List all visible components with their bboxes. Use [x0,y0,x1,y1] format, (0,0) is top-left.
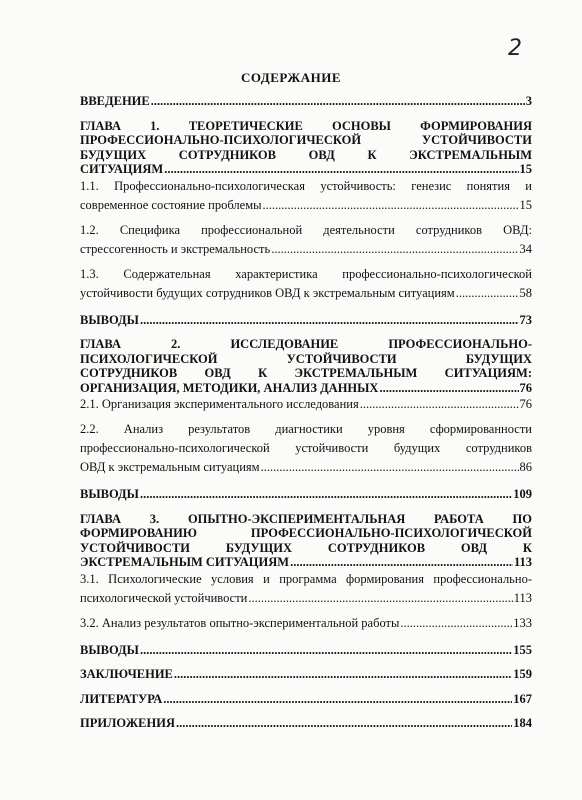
section-title-line: современное состояние проблемы [80,197,262,212]
section-title-line: 3.1. Психологические условия и программа формирования профессионально- [80,571,532,586]
toc-page-number: 76 [519,397,532,411]
toc-page-number: 159 [513,667,532,681]
section-title-line: стрессогенность и экстремальность [80,241,271,256]
toc-entry-label: ВЫВОДЫ [80,642,139,657]
dot-leader [400,614,512,633]
section-title-line: 1.3. Содержательная характеристика профессионально-психологической [80,266,532,281]
chapter-title-line: ПРОФЕССИОНАЛЬНО-ПСИХОЛОГИЧЕСКОЙ УСТОЙЧИВОСТИ [80,133,532,147]
toc-page-number: 113 [513,590,532,605]
toc-page-number: 73 [519,312,532,327]
dot-leader [248,589,512,608]
toc-page-number: 86 [519,460,532,474]
chapter-title-line: СОТРУДНИКОВ ОВД К ЭКСТРЕМАЛЬНЫМ СИТУАЦИЯМ: [80,366,532,380]
table-of-contents [80,94,532,731]
dot-leader [151,94,525,109]
section-title-line: ОВД к экстремальным ситуациям [80,460,260,474]
toc-entry-label: ВВЕДЕНИЕ [80,94,150,108]
dot-leader [360,395,519,414]
section-title-line: 2.1. Организация экспериментального исследования [80,397,359,411]
chapter-title-line: ГЛАВА 3. ОПЫТНО-ЭКСПЕРИМЕНТАЛЬНАЯ РАБОТА ПО [80,511,532,526]
toc-entry-label: ЛИТЕРАТУРА [80,691,163,706]
dot-leader [140,313,519,328]
chapter-title-line: СИТУАЦИЯМ [80,162,164,176]
section-title-line: психологической устойчивости [80,590,248,605]
chapter-title-line: БУДУЩИХ СОТРУДНИКОВ ОВД К ЭКСТРЕМАЛЬНЫМ [80,147,532,162]
dot-leader [140,643,512,658]
chapter-title-line: ГЛАВА 1. ТЕОРЕТИЧЕСКИЕ ОСНОВЫ ФОРМИРОВАНИЯ [80,118,532,133]
toc-page-number: 3 [525,94,532,108]
toc-entry-section-2-1 [80,395,532,414]
toc-page-number: 184 [513,716,532,730]
section-title-line: устойчивости будущих сотрудников ОВД к экстремальным ситуациям [80,285,455,300]
chapter-title-line: ОРГАНИЗАЦИЯ, МЕТОДИКИ, АНАЛИЗ ДАННЫХ [80,380,379,395]
toc-entry-chapter-1 [80,119,532,177]
dot-leader [261,458,519,477]
dot-leader [176,716,512,731]
dot-leader [263,196,519,215]
dot-leader [290,555,513,570]
toc-entry-label: ПРИЛОЖЕНИЯ [80,716,175,730]
toc-entry-label: ВЫВОДЫ [80,312,139,327]
page-number: 2 [508,36,522,61]
toc-entry-conclusion [80,667,532,682]
dot-leader [456,284,519,303]
toc-page-number: 15 [519,162,532,176]
chapter-title-line: ЭКСТРЕМАЛЬНЫМ СИТУАЦИЯМ [80,555,290,569]
toc-entry-chapter-3 [80,512,532,570]
toc-entry-section-1-2 [80,221,532,259]
dot-leader [163,692,512,707]
toc-page-number: 167 [513,691,532,706]
dot-leader [164,162,518,177]
toc-page-number: 109 [513,487,532,501]
toc-entry-appendices [80,716,532,731]
toc-entry-section-1-1 [80,177,532,215]
dot-leader [140,487,512,502]
toc-page-number: 113 [513,555,532,569]
toc-entry-conclusions-2 [80,487,532,502]
toc-title: СОДЕРЖАНИЕ [240,70,342,85]
toc-page-number: 58 [519,285,532,300]
toc-entry-literature [80,692,532,707]
section-title-line: 1.2. Специфика профессиональной деятельности сотрудников ОВД: [80,222,532,237]
section-title-line: профессионально-психологической устойчивости будущих сотрудников [80,441,532,455]
chapter-title-line: ФОРМИРОВАНИЮ ПРОФЕССИОНАЛЬНО-ПСИХОЛОГИЧЕСКОЙ [80,526,532,540]
toc-entry-section-3-1 [80,570,532,608]
toc-page-number: 76 [519,380,532,395]
toc-entry-label: ЗАКЛЮЧЕНИЕ [80,667,173,681]
toc-entry-section-2-2 [80,420,532,477]
toc-entry-chapter-2 [80,337,532,395]
toc-entry-label: ВЫВОДЫ [80,487,139,501]
dot-leader [271,240,518,259]
toc-page-number: 133 [513,615,532,630]
toc-entry-conclusions-1 [80,313,532,328]
toc-entry-conclusions-3 [80,643,532,658]
dot-leader [379,381,518,396]
toc-entry-section-3-2 [80,614,532,633]
toc-entry-introduction [80,94,532,109]
chapter-title-line: ГЛАВА 2. ИССЛЕДОВАНИЕ ПРОФЕССИОНАЛЬНО- [80,337,532,351]
dot-leader [174,667,512,682]
section-title-line: 2.2. Анализ результатов диагностики уровня сформированности [80,422,532,436]
chapter-title-line: ПСИХОЛОГИЧЕСКОЙ УСТОЙЧИВОСТИ БУДУЩИХ [80,351,532,366]
toc-entry-section-1-3 [80,265,532,303]
toc-page-number: 34 [519,241,532,256]
toc-page-number: 15 [519,197,532,212]
chapter-title-line: УСТОЙЧИВОСТИ БУДУЩИХ СОТРУДНИКОВ ОВД К [80,540,532,555]
section-title-line: 1.1. Профессионально-психологическая устойчивость: генезис понятия и [80,178,532,193]
toc-page-number: 155 [513,642,532,657]
section-title-line: 3.2. Анализ результатов опытно-экспериментальной работы [80,615,400,630]
